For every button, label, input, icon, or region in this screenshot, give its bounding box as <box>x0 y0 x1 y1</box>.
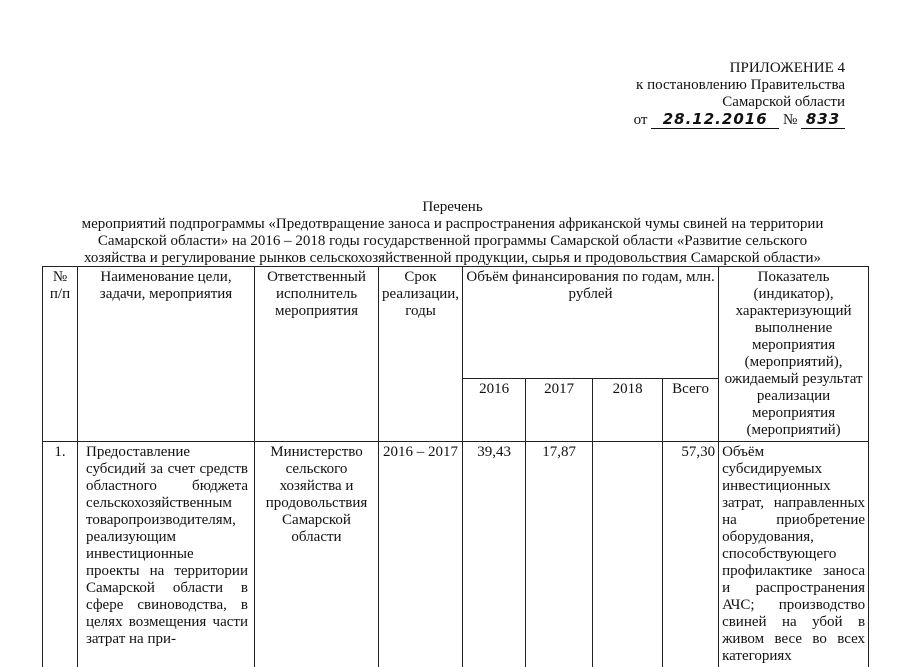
appendix-line1: к постановлению Правительства <box>585 77 845 94</box>
header-num: № п/п <box>43 267 78 442</box>
row-num: 1. <box>43 442 78 667</box>
row-2017: 17,87 <box>526 442 593 667</box>
number-prefix: № <box>783 112 797 128</box>
header-funding: Объём финансирования по годам, млн. рублей <box>463 267 719 379</box>
row-indicator: Объём субсидируемых инвестиционных затрат, направленных на приобретение оборудования, способствующего профилактике заноса и распространения АЧС; производство свиней на убой в живом весе во всех категориях <box>719 442 869 667</box>
measures-table <box>42 266 869 667</box>
header-term: Срок реализации, годы <box>379 267 463 442</box>
appendix-label: ПРИЛОЖЕНИЕ 4 <box>585 60 845 77</box>
title-line2: Самарской области» на 2016 – 2018 годы государственной программы Самарской области «Развитие сельского <box>40 233 865 250</box>
document-title <box>40 199 865 267</box>
header-executor: Ответственный исполнитель мероприятия <box>255 267 379 442</box>
header-2018: 2018 <box>593 378 663 441</box>
header-indicator: Показатель (индикатор), характеризующий выполнение мероприятия (мероприятий), ожидаемый результат реализации мероприятия (мероприятий) <box>719 267 869 442</box>
row-term: 2016 – 2017 <box>379 442 463 667</box>
appendix-line2: Самарской области <box>585 94 845 111</box>
row-executor: Министерство сельского хозяйства и продовольствия Самарской области <box>255 442 379 667</box>
header-2017: 2017 <box>526 378 593 441</box>
handwritten-number: 833 <box>801 111 845 129</box>
appendix-block <box>585 60 845 129</box>
appendix-date-line <box>585 111 845 129</box>
header-name: Наименование цели, задачи, мероприятия <box>78 267 255 442</box>
handwritten-date: 28.12.2016 <box>651 111 779 129</box>
row-2016: 39,43 <box>463 442 526 667</box>
table-row <box>43 442 869 667</box>
row-2018 <box>593 442 663 667</box>
header-row <box>43 267 869 379</box>
row-total: 57,30 <box>663 442 719 667</box>
title-heading: Перечень <box>40 199 865 216</box>
header-2016: 2016 <box>463 378 526 441</box>
title-line3: хозяйства и регулирование рынков сельскохозяйственной продукции, сырья и продовольствия Самарской области» <box>40 250 865 267</box>
title-line1: мероприятий подпрограммы «Предотвращение заноса и распространения африканской чумы свиней на территории <box>40 216 865 233</box>
date-prefix: от <box>634 112 648 128</box>
header-total: Всего <box>663 378 719 441</box>
row-name: Предоставление субсидий за счет средств областного бюджета сельскохозяйственным товаропроизводителям, реализующим инвестиционные проекты на территории Самарской области в сфере свиноводства, в целях возмещения части затрат на при- <box>78 442 255 667</box>
